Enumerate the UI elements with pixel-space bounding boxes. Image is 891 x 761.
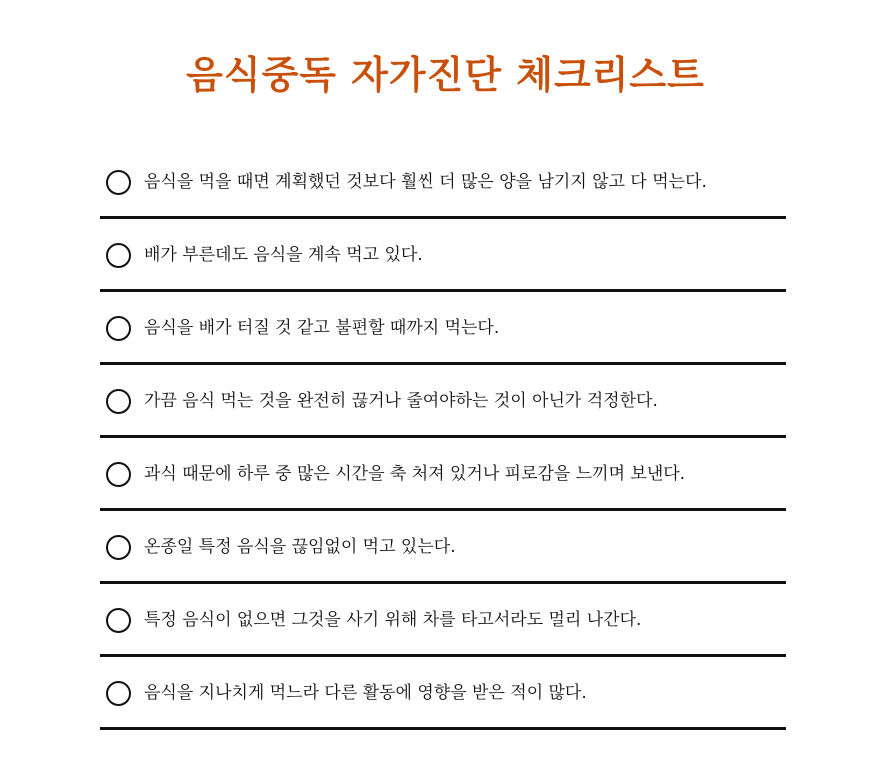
checklist-item: [100, 219, 786, 292]
checklist-item: [100, 438, 786, 511]
checklist-item: [100, 584, 786, 657]
checklist-item-label: 음식을 지나치게 먹느라 다른 활동에 영향을 받은 적이 많다.: [144, 683, 587, 703]
checklist-item: [100, 146, 786, 219]
checklist-item-label: 온종일 특정 음식을 끊임없이 먹고 있는다.: [144, 537, 456, 557]
checkbox-circle[interactable]: [106, 316, 131, 341]
checklist-item-label: 음식을 배가 터질 것 같고 불편할 때까지 먹는다.: [144, 318, 500, 338]
checklist-item-label: 과식 때문에 하루 중 많은 시간을 축 처져 있거나 피로감을 느끼며 보낸다.: [144, 464, 686, 484]
checkbox-circle[interactable]: [106, 535, 131, 560]
checklist-item-label: 특정 음식이 없으면 그것을 사기 위해 차를 타고서라도 멀리 나간다.: [144, 610, 642, 630]
checklist-item-label: 배가 부른데도 음식을 계속 먹고 있다.: [144, 245, 423, 265]
page-title: 음식중독 자가진단 체크리스트: [186, 53, 705, 97]
checkbox-circle[interactable]: [106, 608, 131, 633]
checkbox-circle[interactable]: [106, 170, 131, 195]
checklist-item: [100, 657, 786, 730]
checkbox-circle[interactable]: [106, 681, 131, 706]
checklist-item-label: 가끔 음식 먹는 것을 완전히 끊거나 줄여야하는 것이 아닌가 걱정한다.: [144, 391, 658, 411]
checkbox-circle[interactable]: [106, 243, 131, 268]
checklist-item: [100, 292, 786, 365]
checklist-item-label: 음식을 먹을 때면 계획했던 것보다 훨씬 더 많은 양을 남기지 않고 다 먹는다.: [144, 172, 707, 192]
checklist-item: [100, 511, 786, 584]
checkbox-circle[interactable]: [106, 389, 131, 414]
checkbox-circle[interactable]: [106, 462, 131, 487]
checklist: [100, 146, 786, 730]
checklist-item: [100, 365, 786, 438]
